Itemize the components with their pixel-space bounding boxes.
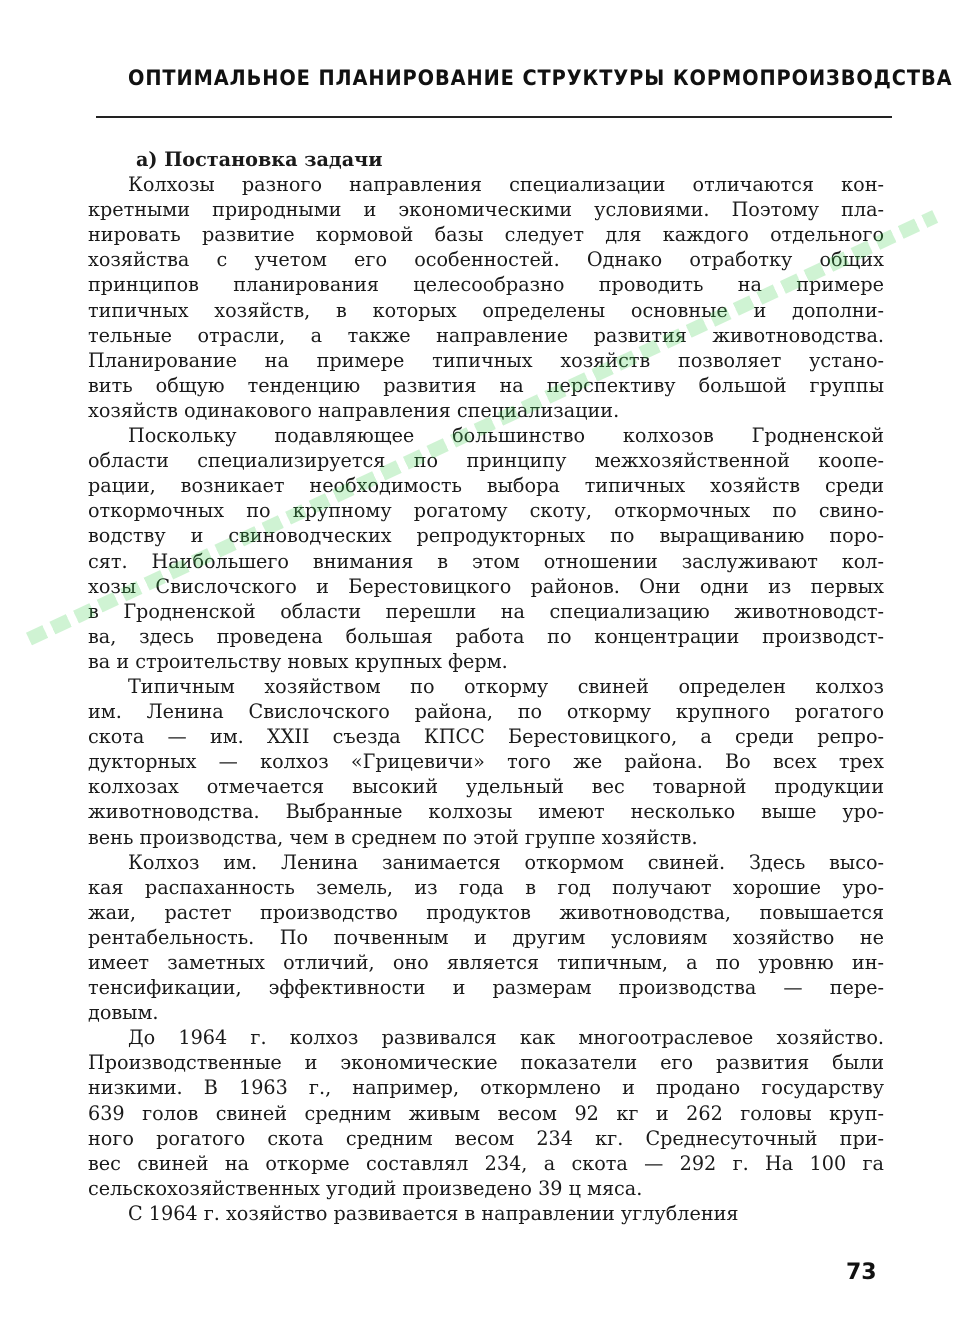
text-line: вес свиней на откорме составлял 234, а скота — 292 г. На 100 га <box>88 1151 884 1175</box>
text-line: скота — им. XXII съезда КПСС Берестовицкого, а среди репро- <box>88 725 884 749</box>
paragraph <box>88 423 884 674</box>
text-line: рации, возникает необходимость выбора типичных хозяйств среди <box>88 474 884 498</box>
text-line: животноводства. Выбранные колхозы имеют несколько выше уро- <box>88 800 884 824</box>
text-line: Поскольку подавляющее большинство колхозов Гродненской <box>128 424 884 448</box>
paragraph <box>88 1201 884 1226</box>
text-line: Колхозы разного направления специализации отличаются кон- <box>128 173 884 197</box>
text-line: тенсификации, эффективности и размерам производства — пере- <box>88 976 884 1000</box>
paragraph <box>88 1025 884 1201</box>
page-number: 73 <box>846 1260 877 1285</box>
text-line: хозяйства с учетом его особенностей. Однако отработку общих <box>88 248 884 272</box>
text-line: нировать развитие кормовой базы следует для каждого отдельного <box>88 223 884 247</box>
paragraph <box>88 674 884 850</box>
header-rule <box>96 116 892 118</box>
text-line: 639 голов свиней средним живым весом 92 кг и 262 головы круп- <box>88 1101 884 1125</box>
text-line: им. Ленина Свислочского района, по откорму крупного рогатого <box>88 700 884 724</box>
text-line: вить общую тенденцию развития на перспективу большой группы <box>88 373 884 397</box>
text-line: хозяйств одинакового направления специализации. <box>88 398 620 422</box>
text-line: сельскохозяйственных угодий произведено 39 ц мяса. <box>88 1176 643 1200</box>
text-line: С 1964 г. хозяйство развивается в направлении углубления <box>128 1201 739 1225</box>
text-line: ва и строительству новых крупных ферм. <box>88 649 508 673</box>
body-text <box>88 147 884 1226</box>
text-line: принципов планирования целесообразно проводить на примере <box>88 273 884 297</box>
text-line: колхозах отмечается высокий удельный вес товарной продукции <box>88 775 884 799</box>
text-line: тельные отрасли, а также направление развития животноводства. <box>88 323 884 347</box>
paragraphs <box>88 172 884 1226</box>
text-line: типичных хозяйств, в которых определены основные и дополни- <box>88 298 884 322</box>
text-line: кая распаханность земель, из года в год получают хорошие уро- <box>88 875 884 899</box>
text-line: сят. Наибольшего внимания в этом отношении заслуживают кол- <box>88 549 884 573</box>
text-line: Планирование на примере типичных хозяйств позволяет устано- <box>88 348 884 372</box>
text-line: кретными природными и экономическими условиями. Поэтому пла- <box>88 198 884 222</box>
section-title: а) Постановка задачи <box>136 148 383 171</box>
text-line: Типичным хозяйством по откорму свиней определен колхоз <box>128 674 884 698</box>
text-line: имеет заметных отличий, оно является типичным, а по уровню ин- <box>88 951 884 974</box>
text-line: откормочных по крупному рогатому скоту, откормочных по свино- <box>88 499 884 523</box>
paragraph <box>88 172 884 423</box>
text-line: низкими. В 1963 г., например, откормлено и продано государству <box>88 1076 884 1100</box>
text-line: довым. <box>88 1001 159 1025</box>
paragraph <box>88 850 884 1026</box>
text-line: ва, здесь проведена большая работа по концентрации производст- <box>88 624 884 648</box>
text-line: хозы Свислочского и Берестовицкого районов. Они одни из первых <box>88 574 884 598</box>
text-line: вень производства, чем в среднем по этой группе хозяйств. <box>88 825 698 849</box>
text-line: дукторных — колхоз «Грицевичи» того же района. Во всех трех <box>88 750 884 774</box>
page-header-title: ОПТИМАЛЬНОЕ ПЛАНИРОВАНИЕ СТРУКТУРЫ КОРМОПРОИЗВОДСТВА <box>128 66 953 90</box>
text-line: Колхоз им. Ленина занимается откормом свиней. Здесь высо- <box>128 850 884 874</box>
text-line: рентабельность. По почвенным и другим условиям хозяйство не <box>88 925 884 949</box>
text-line: водству и свиноводческих репродукторных по выращиванию поро- <box>88 524 884 548</box>
text-line: области специализируется по принципу межхозяйственной коопе- <box>88 449 884 473</box>
text-line: Производственные и экономические показатели его развития были <box>88 1051 884 1075</box>
text-line: До 1964 г. колхоз развивался как многоотраслевое хозяйство. <box>128 1026 884 1050</box>
text-line: ного рогатого скота средним весом 234 кг. Среднесуточный при- <box>88 1126 884 1150</box>
text-line: жаи, растет производство продуктов животноводства, повышается <box>88 900 884 924</box>
text-line: в Гродненской области перешли на специализацию животноводст- <box>88 599 884 623</box>
